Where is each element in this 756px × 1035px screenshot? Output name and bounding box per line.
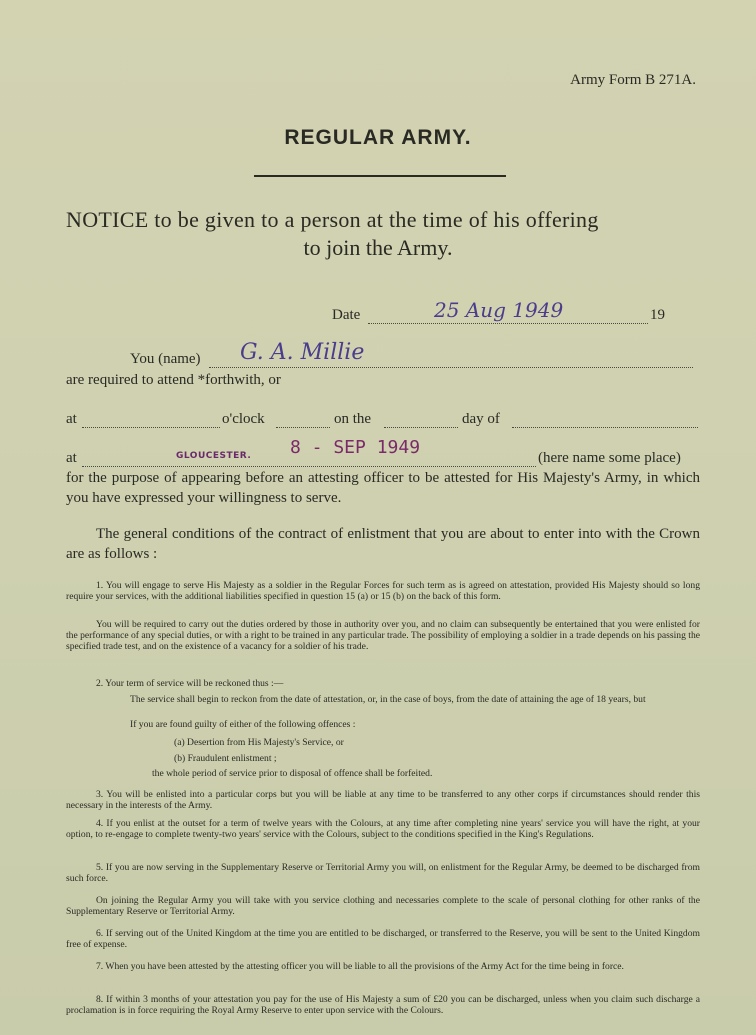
clause-2: 2. Your term of service will be reckoned thus :— xyxy=(96,678,284,689)
clause-2a: The service shall begin to reckon from the date of attestation, or, in the case of boys, from the date of attaining the age of 18 years, but xyxy=(130,694,646,705)
notice-heading-line2: to join the Army. xyxy=(303,235,453,260)
name-label: You (name) xyxy=(130,351,201,367)
clause-2d: (b) Fraudulent enlistment ; xyxy=(174,753,277,764)
day-of-label: day of xyxy=(462,411,500,427)
place-date-stamp: 8 - SEP 1949 xyxy=(290,437,421,458)
day-dots xyxy=(384,413,458,428)
place-suffix: (here name some place) xyxy=(538,450,681,466)
month-dots xyxy=(512,413,698,428)
clause-2c: (a) Desertion from His Majesty's Service, or xyxy=(174,737,344,748)
title-divider xyxy=(254,175,506,177)
clause-2b: If you are found guilty of either of the following offences : xyxy=(130,719,356,730)
notice-heading-line1: NOTICE to be given to a person at the time of his offering xyxy=(66,207,599,232)
date-label: Date xyxy=(332,307,361,323)
general-conditions-intro: The general conditions of the contract of enlistment that you are about to enter into with the Crown are as follows : xyxy=(66,526,700,562)
at-label: at xyxy=(66,411,77,427)
clause-5b: On joining the Regular Army you will take with you service clothing and necessaries complete to the scale of personal clothing for other ranks of the Supplementary Reserve or Territorial Army. xyxy=(66,895,700,917)
clause-2e: the whole period of service prior to disposal of offence shall be forfeited. xyxy=(152,768,433,779)
time-dots xyxy=(82,413,220,428)
clause-8: 8. If within 3 months of your attestation you pay for the use of His Majesty a sum of £20 you can be discharged, unless when you claim such discharge a proclamation is in force requiring the Royal Army Reserve to enter upon service with the Colours. xyxy=(66,994,700,1016)
purpose-paragraph: for the purpose of appearing before an attesting officer to be attested for His Majesty's Army, in which you have expressed your willingness to serve. xyxy=(66,470,700,506)
clause-5: 5. If you are now serving in the Supplementary Reserve or Territorial Army you will, on enlistment for the Regular Army, be deemed to be discharged from such force. xyxy=(66,862,700,884)
clause-7: 7. When you have been attested by the attesting officer you will be liable to all the provisions of the Army Act for the time being in force. xyxy=(96,961,624,972)
clause-1: 1. You will engage to serve His Majesty as a soldier in the Regular Forces for such term as is agreed on attestation, provided His Majesty should so long require your services, with the additional liabilities specified in question 15 (a) or 15 (b) on the back of this form. xyxy=(66,580,700,602)
clause-1b: You will be required to carry out the duties ordered by those in authority over you, and no claim can subsequently be entertained that you were enlisted for the performance of any special duties, or with a right to be trained in any particular trade. The possibility of employing a soldier in a trade depends on his passing the specified trade test, and on the existence of a vacancy for a soldier of his trade. xyxy=(66,619,700,652)
clause-4: 4. If you enlist at the outset for a term of twelve years with the Colours, at any time after completing nine years' service you will have the right, at your option, to re-engage to complete twenty-two years' service with the Colours, subject to the conditions specified in the King's Regulations. xyxy=(66,818,700,840)
oclock-dots xyxy=(276,413,330,428)
oclock-label: o'clock xyxy=(222,411,265,427)
place-stamp: GLOUCESTER. xyxy=(176,451,252,461)
page-title: REGULAR ARMY. xyxy=(284,126,472,149)
clause-3: 3. You will be enlisted into a particular corps but you will be liable at any time to be transferred to any other corps if circumstances should render this necessary in the interests of the Army. xyxy=(66,789,700,811)
date-handwritten-value: 25 Aug 1949 xyxy=(434,298,564,322)
name-handwritten-value: G. A. Millie xyxy=(240,340,365,365)
place-at-label: at xyxy=(66,450,77,466)
attend-text: are required to attend *forthwith, or xyxy=(66,372,281,388)
date-year-suffix: 19 xyxy=(650,307,665,323)
form-number: Army Form B 271A. xyxy=(570,72,696,88)
on-the-label: on the xyxy=(334,411,372,427)
clause-6: 6. If serving out of the United Kingdom at the time you are entitled to be discharged, or transferred to the Reserve, you will be sent to the United Kingdom free of expense. xyxy=(66,928,700,950)
